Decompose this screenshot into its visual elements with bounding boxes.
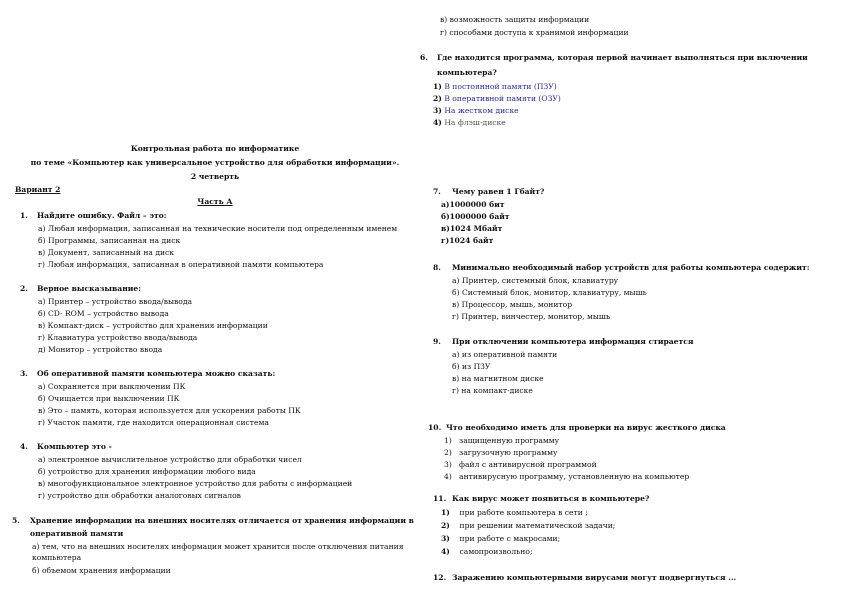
q3-option-b: б) Очищается при выключении ПК — [38, 394, 180, 403]
q2-option-a: а) Принтер – устройство ввода/вывода — [38, 297, 193, 306]
q6-option-4: 4) На флэш-диске — [433, 118, 506, 127]
q11-text: Как вирус может появиться в компьютере? — [452, 494, 650, 503]
page-subtitle: по теме «Компьютер как универсальное устройство для обработки информации». — [30, 158, 400, 167]
q3-option-g: г) Участок памяти, где находится операционная система — [38, 418, 269, 427]
q7-number: 7. — [433, 187, 441, 196]
q1-option-a: а) Любая информация, записанная на технические носители под определенным именем — [38, 224, 398, 233]
q8-option-g: г) Принтер, винчестер, монитор, мышь — [452, 312, 611, 321]
q3-option-v: в) Это – память, которая используется для ускорения работы ПК — [38, 406, 301, 415]
q8-option-a: а) Принтер, системный блок, клавиатуру — [452, 276, 619, 285]
q11-option-2: 2) при решении математической задачи; — [441, 521, 616, 530]
q5-text-line2: оперативной памяти — [30, 529, 124, 538]
q4-option-v: в) многофункциональное электронное устройство для работы с информацией — [38, 479, 353, 488]
q1-option-b: б) Программы, записанная на диск — [38, 236, 181, 245]
q1-option-v: в) Документ, записанный на диск — [38, 248, 175, 257]
q1-number: 1. — [20, 211, 28, 220]
q9-number: 9. — [433, 337, 441, 346]
q7-option-g: г)1024 байт — [441, 236, 494, 245]
variant-label: Вариант 2 — [15, 185, 61, 194]
q-prev-option-v: в) возможность защиты информации — [440, 15, 590, 24]
q10-option-4: 4) антивирусную программу, установленную на компьютер — [444, 472, 690, 481]
q10-number: 10. — [428, 423, 442, 432]
q-prev-option-g: г) способами доступа к хранимой информации — [440, 28, 629, 37]
q8-option-v: в) Процессор, мышь, монитор — [452, 300, 573, 309]
q10-option-1: 1) защищенную программу — [444, 436, 560, 445]
q11-option-3: 3) при работе с макросами; — [441, 534, 561, 543]
q2-option-v: в) Компакт-диск – устройство для хранения информации — [38, 321, 268, 330]
q3-option-a: а) Сохраняется при выключении ПК — [38, 382, 186, 391]
q12-text: Заражению компьютерными вирусами могут подвергнуться ... — [452, 573, 737, 582]
q9-option-b: б) из ПЗУ — [452, 362, 491, 371]
q8-number: 8. — [433, 263, 441, 272]
q4-option-a: а) электронное вычислительное устройство для обработки чисел — [38, 455, 302, 464]
q3-number: 3. — [20, 369, 28, 378]
q2-option-d: д) Монитор – устройство ввода — [38, 345, 163, 354]
q5-number: 5. — [12, 516, 20, 525]
q8-option-b: б) Системный блок, монитор, клавиатуру, мышь — [452, 288, 647, 297]
q9-text: При отключении компьютера информация стирается — [452, 337, 694, 346]
q5-option-b: б) объемом хранения информации — [32, 566, 171, 575]
q7-option-b: б)1000000 байт — [441, 212, 510, 221]
q2-option-b: б) CD- ROM – устройство вывода — [38, 309, 169, 318]
q4-option-b: б) устройство для хранения информации любого вида — [38, 467, 256, 476]
q2-option-g: г) Клавиатура устройство ввода/вывода — [38, 333, 198, 342]
q10-text: Что необходимо иметь для проверки на вирус жесткого диска — [446, 423, 726, 432]
q6-text-line2: компьютера? — [437, 68, 497, 77]
part-label: Часть А — [197, 197, 233, 206]
q9-option-a: а) из оперативной памяти — [452, 350, 558, 359]
q3-text: Об оперативной памяти компьютера можно сказать: — [37, 369, 276, 378]
q6-text-line1: Где находится программа, которая первой начинает выполняться при включении — [437, 53, 808, 62]
q7-option-a: а)1000000 бит — [441, 200, 505, 209]
q9-option-v: в) на магнитном диске — [452, 374, 544, 383]
q5-text-line1: Хранение информации на внешних носителях отличается от хранения информации в — [30, 516, 414, 525]
q5-option-a-line2: компьютера — [32, 553, 82, 562]
q12-number: 12. — [433, 573, 447, 582]
q7-option-v: в)1024 Мбайт — [441, 224, 503, 233]
q4-number: 4. — [20, 442, 28, 451]
q4-text: Компьютер это - — [37, 442, 112, 451]
q6-number: 6. — [420, 53, 428, 62]
quarter-label: 2 четверть — [190, 172, 240, 181]
q11-option-1: 1) при работе компьютера в сети ; — [441, 508, 588, 517]
q6-option-1: 1) В постоянной памяти (ПЗУ) — [433, 82, 557, 91]
page-title: Контрольная работа по информатике — [130, 144, 300, 153]
q11-number: 11. — [433, 494, 447, 503]
q10-option-2: 2) загрузочную программу — [444, 448, 558, 457]
q1-option-g: г) Любая информация, записанная в оперативной памяти компьютера — [38, 260, 324, 269]
q1-text: Найдите ошибку. Файл – это: — [37, 211, 167, 220]
q2-number: 2. — [20, 284, 28, 293]
q7-text: Чему равен 1 Гбайт? — [452, 187, 545, 196]
q5-option-a-line1: а) тем, что на внешних носителях информация может хранится после отключения питания — [32, 542, 404, 551]
q4-option-g: г) устройство для обработки аналоговых сигналов — [38, 491, 241, 500]
q2-text: Верное высказывание: — [37, 284, 142, 293]
q10-option-3: 3) файл с антивирусной программой — [444, 460, 597, 469]
q6-option-2: 2) В оперативной памяти (ОЗУ) — [433, 94, 561, 103]
q6-option-3: 3) На жестком диске — [433, 106, 519, 115]
q8-text: Минимально необходимый набор устройств для работы компьютера содержит: — [452, 263, 810, 272]
q9-option-g: г) на компакт-диске — [452, 386, 533, 395]
q11-option-4: 4) самопроизвольно; — [441, 547, 533, 556]
